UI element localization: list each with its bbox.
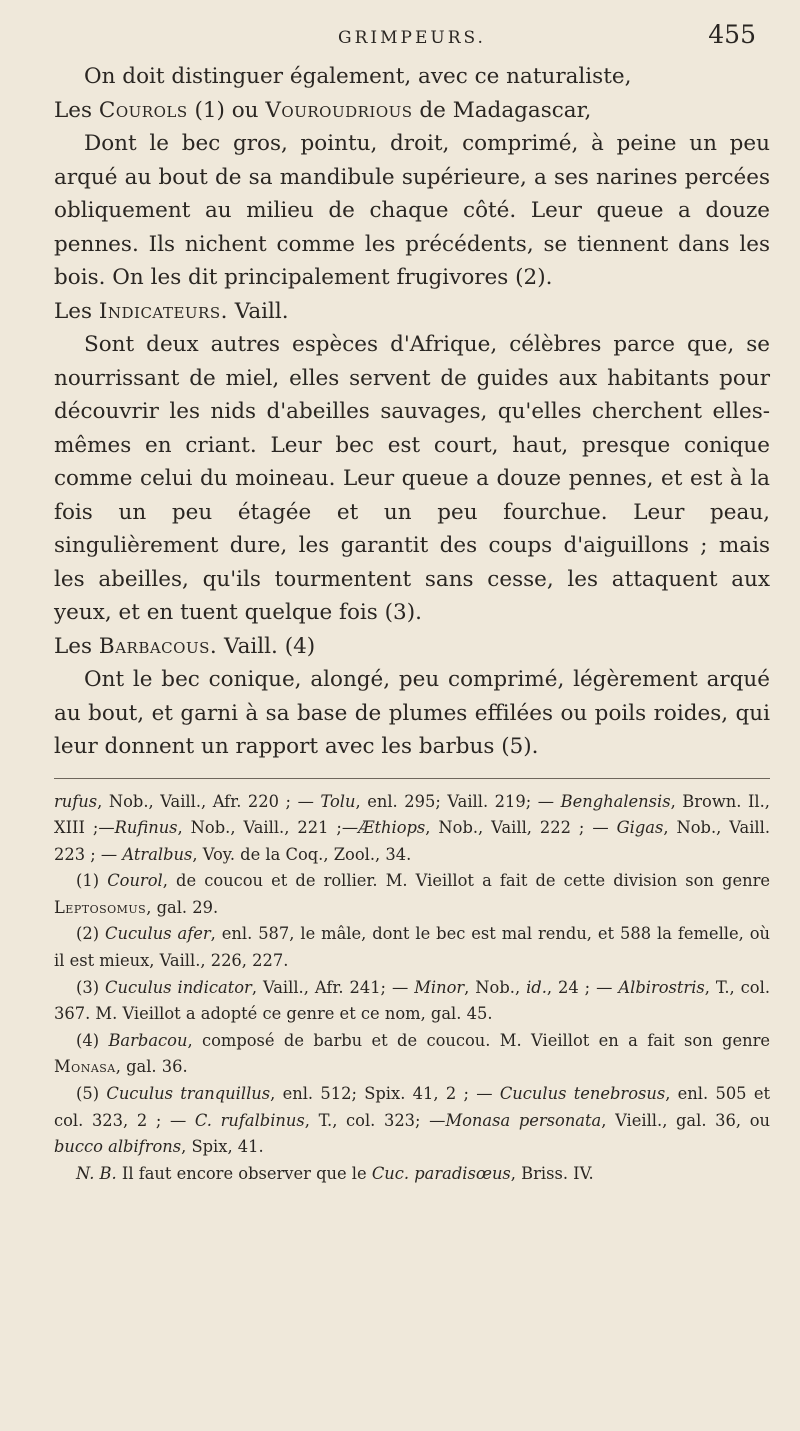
fn-text: , 24 ; — (546, 977, 613, 997)
footnote-3 (54, 975, 770, 1028)
fn-text: , Vieill., gal. 36, ou (601, 1110, 770, 1130)
fn-text: Tolu (320, 791, 356, 811)
heading-barbacous-prefix: Les (54, 633, 93, 659)
fn-text: , Spix, 41. (181, 1137, 264, 1157)
fn-text: , enl. 505 et col. 323, 2 ; — (54, 1084, 770, 1130)
fn-text: , Briss. IV. (510, 1163, 594, 1183)
footnote-2 (54, 921, 770, 974)
fn-text: , de coucou et de rollier. M. Vieillot a fait de cette division son genre (162, 871, 770, 891)
fn-text: Gigas (616, 818, 664, 838)
main-text (54, 60, 770, 764)
page-number: 455 (708, 20, 756, 49)
footnotes (54, 789, 770, 1188)
fn-text: , Nob., Vaill., 221 ;— (177, 818, 359, 838)
fn-text: , Nob., (464, 977, 521, 997)
fn-text: , Nob., Vaill., Afr. 220 ; — (97, 791, 314, 811)
fn-text: Cuculus indicator (105, 977, 252, 997)
fn-text: , Voy. de la Coq., Zool., 34. (192, 844, 412, 864)
fn-text: id. (526, 977, 547, 997)
fn-text: Leptosomus (54, 897, 147, 917)
fn-text: , enl. 295; Vaill. 219; — (355, 791, 555, 811)
fn-text: Benghalensis (560, 791, 671, 811)
fn-text: (2) (76, 924, 100, 944)
fn-text: (3) (76, 977, 100, 997)
fn-text: , Vaill., Afr. 241; — (251, 977, 409, 997)
fn-text: (1) (76, 871, 100, 891)
fn-text: (5) (76, 1084, 100, 1104)
paragraph-courols: Dont le bec gros, pointu, droit, comprimé, à peine un peu arqué au bout de sa mandibule supérieure, a ses narines percées obliquement au milieu de chaque côté. Leur queue a douze pennes. Ils nichent comme les précédents, se tiennent dans les bois. On les dit principalement frugivores (2). (54, 131, 770, 290)
heading-courols (54, 94, 770, 128)
footnote-4 (54, 1028, 770, 1081)
fn-text: Monasa (54, 1057, 116, 1077)
fn-text: , Nob., Vaill. 223 ; — (54, 818, 771, 864)
paragraph-indicateurs: Sont deux autres espèces d'Afrique, célèbres parce que, se nourrissant de miel, elles servent de guides aux habitants pour découvrir les nids d'abeilles sauvages, qu'elles cherchent elles-mêmes en criant. Leur bec est court, haut, presque conique comme celui du moineau. Leur queue a douze pennes, et est à la fois un peu étagée et un peu fourchue. Leur peau, singulièrement dure, les garantit des coups d'aiguillons ; mais les abeilles, qu'ils tourmentent sans cesse, les attaquent aux yeux, et en tuent quelque fois (3). (54, 332, 770, 625)
heading-barbacous-name: Barbacous. (98, 633, 218, 659)
fn-text: , Nob., Vaill, 222 ; — (425, 818, 609, 838)
footnote-5 (54, 1081, 770, 1161)
fn-text: Cuculus tenebrosus (499, 1084, 666, 1104)
fn-text: Il faut encore observer que le (121, 1163, 367, 1183)
fn-text: Cuc. paradisœus (371, 1163, 511, 1183)
fn-text: C. rufalbinus (194, 1110, 305, 1130)
footnote-1 (54, 868, 770, 921)
fn-text: , T., col. 323; — (304, 1110, 446, 1130)
fn-text: , T., col. 367. M. Vieillot a adopté ce genre et ce nom, gal. 45. (54, 977, 770, 1024)
fn-text: Albirostris (618, 977, 705, 997)
fn-text: , Brown. Il., XIII ;— (54, 791, 770, 838)
footnote-divider (54, 778, 770, 779)
footnote-nb (54, 1161, 770, 1188)
heading-courols-mid: (1) ou (194, 97, 259, 123)
heading-indicateurs-prefix: Les (54, 298, 93, 324)
heading-courols-suffix: de Madagascar, (419, 97, 592, 123)
fn-text: Monasa personata (445, 1110, 602, 1130)
heading-barbacous (54, 630, 770, 664)
paragraph-barbacous: Ont le bec conique, alongé, peu comprimé, légèrement arqué au bout, et garni à sa base de plumes effilées ou poils roides, qui leur donnent un rapport avec les barbus (5). (54, 667, 770, 759)
fn-text: Cuculus tranquillus (106, 1084, 271, 1104)
fn-text: , enl. 512; Spix. 41, 2 ; — (270, 1084, 493, 1104)
heading-courols-prefix: Les (54, 97, 93, 123)
running-title: GRIMPEURS. (338, 28, 486, 48)
fn-text: , gal. 36. (115, 1057, 188, 1077)
heading-barbacous-author: Vaill. (4) (224, 633, 316, 659)
footnote-continued (54, 789, 770, 869)
fn-text: Courol (107, 871, 163, 891)
fn-text: rufus (54, 791, 98, 811)
fn-text: Barbacou (108, 1030, 188, 1050)
heading-indicateurs-author: Vaill. (234, 298, 289, 324)
paragraph-intro: On doit distinguer également, avec ce naturaliste, (84, 64, 632, 89)
fn-text: bucco albifrons (54, 1137, 182, 1157)
fn-text: (4) (76, 1030, 100, 1050)
fn-text: Æthiops (358, 818, 426, 838)
fn-text: Cuculus afer (105, 924, 211, 944)
heading-indicateurs (54, 295, 770, 329)
fn-text: , gal. 29. (146, 897, 219, 917)
fn-text: Minor (414, 977, 465, 997)
fn-text: , enl. 587, le mâle, dont le bec est mal rendu, et 588 la femelle, où il est mieux, Vaill., 226, 227. (54, 924, 771, 971)
fn-text: , composé de barbu et de coucou. M. Vieillot en a fait son genre (187, 1030, 771, 1050)
heading-courols-alt: Vouroudrious (265, 97, 413, 123)
fn-text: N. B. (76, 1163, 117, 1183)
heading-indicateurs-name: Indicateurs. (98, 298, 228, 324)
fn-text: Atralbus (122, 844, 193, 864)
fn-text: Rufinus (114, 818, 178, 838)
running-head (54, 0, 770, 60)
heading-courols-name: Courols (98, 97, 188, 123)
